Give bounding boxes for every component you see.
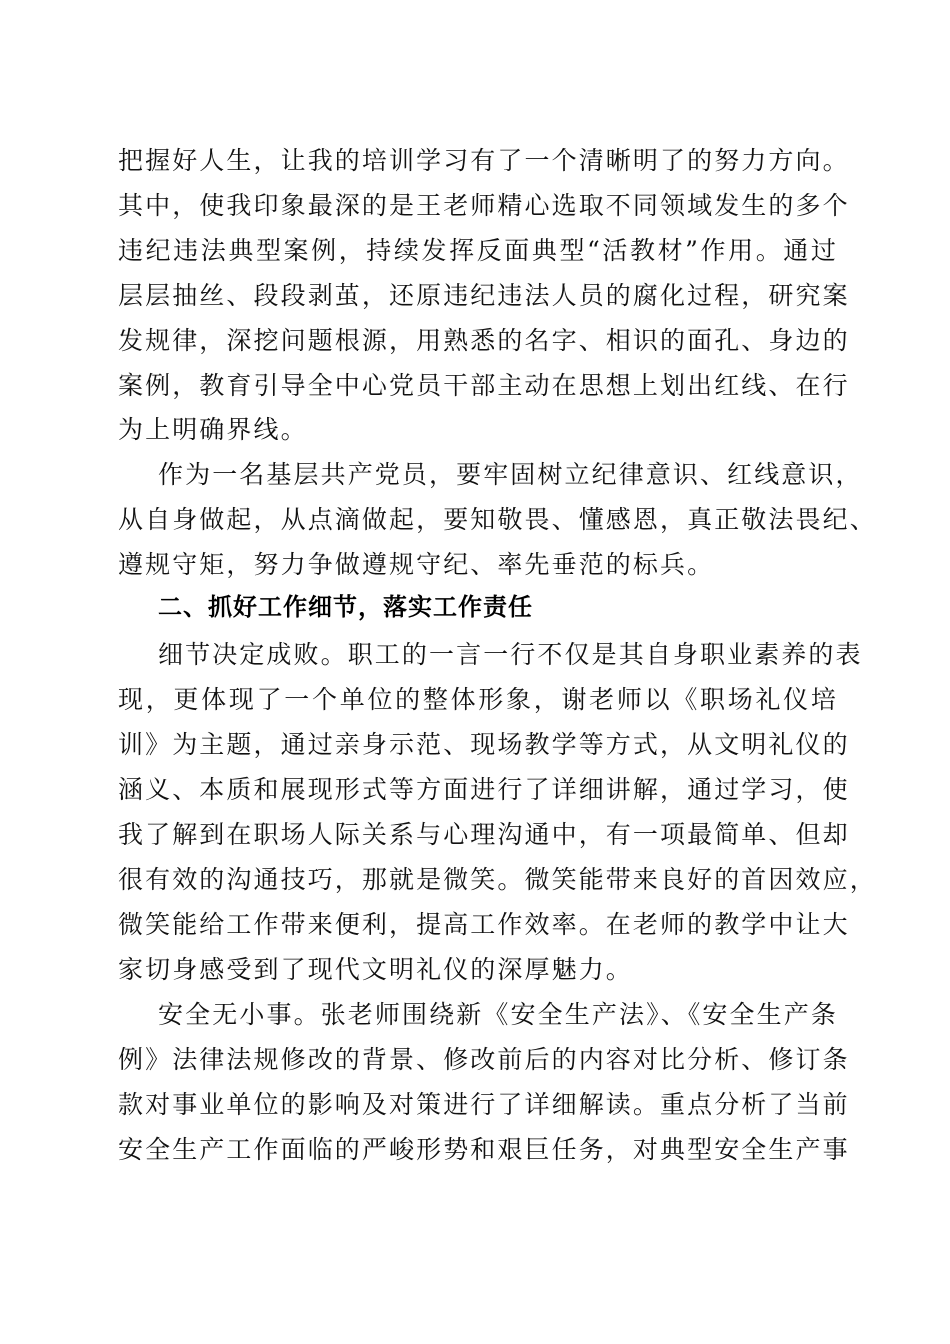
paragraph-3-line-7: 微笑能给工作带来便利，提高工作效率。在老师的教学中让大	[118, 910, 850, 939]
paragraph-4-line-2: 例》法律法规修改的背景、修改前后的内容对比分析、修订条	[118, 1045, 850, 1074]
paragraph-3-line-6: 很有效的沟通技巧，那就是微笑。微笑能带来良好的首因效应，	[118, 865, 877, 894]
paragraph-3-line-1: 细节决定成败。职工的一言一行不仅是其自身职业素养的表	[158, 640, 863, 669]
section-heading: 二、抓好工作细节，落实工作责任	[158, 593, 533, 621]
paragraph-4-line-4: 安全生产工作面临的严峻形势和艰巨任务，对典型安全生产事	[118, 1135, 850, 1164]
paragraph-1-line-4: 层层抽丝、段段剥茧，还原违纪违法人员的腐化过程，研究案	[118, 281, 850, 310]
paragraph-1-line-5: 发规律，深挖问题根源，用熟悉的名字、相识的面孔、身边的	[118, 326, 850, 355]
paragraph-3-line-5: 我了解到在职场人际关系与心理沟通中，有一项最简单、但却	[118, 820, 850, 849]
paragraph-1-line-7: 为上明确界线。	[118, 415, 308, 444]
paragraph-1-line-6: 案例，教育引导全中心党员干部主动在思想上划出红线、在行	[118, 371, 850, 400]
paragraph-4-line-3: 款对事业单位的影响及对策进行了详细解读。重点分析了当前	[118, 1090, 850, 1119]
paragraph-3-line-2: 现，更体现了一个单位的整体形象，谢老师以《职场礼仪培	[118, 685, 838, 714]
paragraph-4-line-1: 安全无小事。张老师围绕新《安全生产法》、《安全生产条	[158, 1000, 838, 1029]
paragraph-3-line-8: 家切身感受到了现代文明礼仪的深厚魅力。	[118, 955, 633, 984]
paragraph-1-line-2: 其中，使我印象最深的是王老师精心选取不同领域发生的多个	[118, 191, 850, 220]
paragraph-2-line-3: 遵规守矩，努力争做遵规守纪、率先垂范的标兵。	[118, 550, 715, 579]
paragraph-2-line-2: 从自身做起，从点滴做起，要知敬畏、懂感恩，真正敬法畏纪、	[118, 505, 877, 534]
paragraph-3-line-3: 训》为主题，通过亲身示范、现场教学等方式，从文明礼仪的	[118, 730, 850, 759]
paragraph-2-line-1: 作为一名基层共产党员，要牢固树立纪律意识、红线意识，	[158, 460, 863, 489]
paragraph-3-line-4: 涵义、本质和展现形式等方面进行了详细讲解，通过学习，使	[118, 775, 850, 804]
paragraph-1-line-1: 把握好人生，让我的培训学习有了一个清晰明了的努力方向。	[118, 146, 850, 175]
paragraph-1-line-3: 违纪违法典型案例，持续发挥反面典型“活教材”作用。通过	[118, 236, 838, 265]
